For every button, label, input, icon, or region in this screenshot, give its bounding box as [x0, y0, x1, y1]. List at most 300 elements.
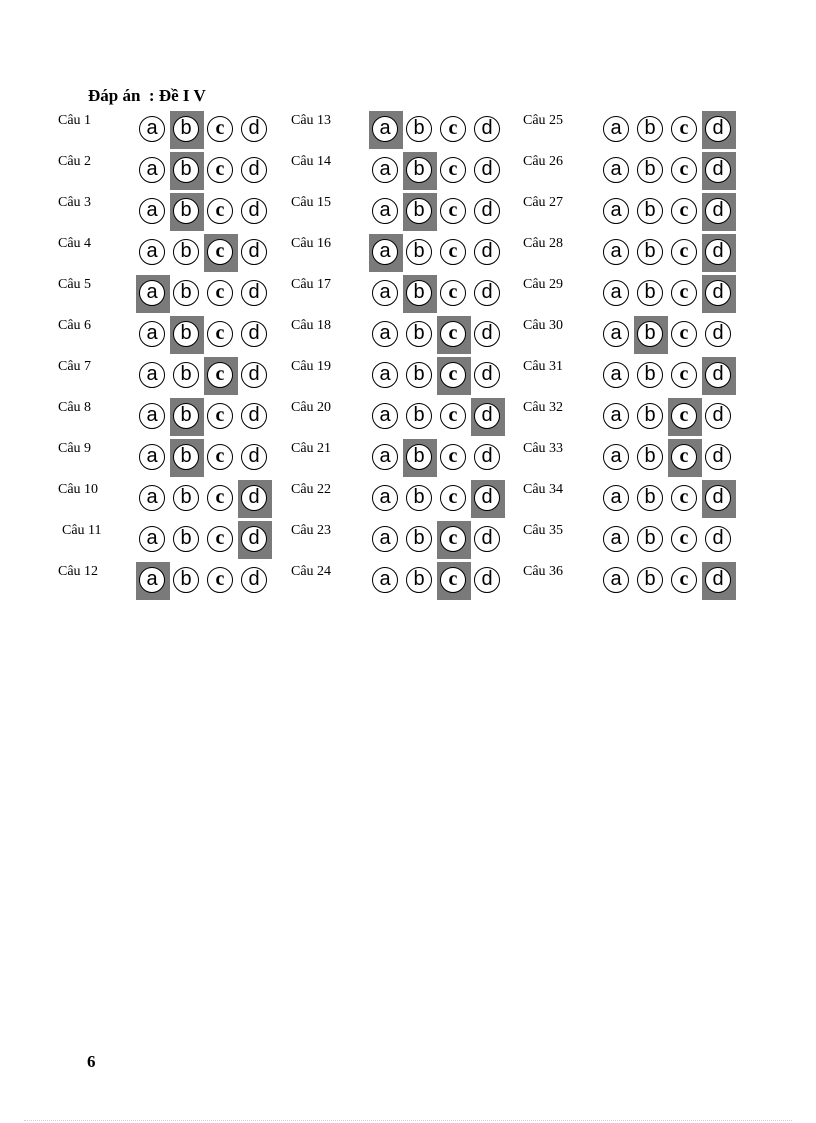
- choice-bubble-b: b: [406, 239, 432, 265]
- choice-bubble-a: a: [372, 239, 398, 265]
- choice-bubble-d: d: [241, 403, 267, 429]
- question-label: Câu 28: [523, 236, 564, 251]
- choice-bubble-b: b: [406, 444, 432, 470]
- selected-choice-cell: [170, 111, 204, 149]
- question-label: Câu 27: [523, 195, 564, 210]
- choice-cell: [471, 439, 505, 477]
- choice-bubble-c: c: [671, 116, 697, 142]
- choice-bubble-a: a: [603, 116, 629, 142]
- choice-cell: [437, 152, 471, 190]
- choice-bubble-c: c: [671, 567, 697, 593]
- choice-cell: [668, 357, 702, 395]
- question-label: Câu 2: [58, 154, 92, 169]
- choice-cell: [471, 357, 505, 395]
- choice-cell: [634, 111, 668, 149]
- choice-cell: [600, 398, 634, 436]
- choice-cell: [437, 398, 471, 436]
- choice-bubble-d: d: [474, 403, 500, 429]
- choice-cell: [437, 193, 471, 231]
- choice-bubble-a: a: [372, 567, 398, 593]
- choice-bubble-d: d: [705, 239, 731, 265]
- question-label: Câu 35: [523, 523, 564, 538]
- choice-bubble-b: b: [637, 239, 663, 265]
- selected-choice-cell: [471, 480, 505, 518]
- choice-bubble-c: c: [440, 157, 466, 183]
- choice-cell: [204, 480, 238, 518]
- question-label: Câu 26: [523, 154, 564, 169]
- choice-bubble-b: b: [637, 198, 663, 224]
- choice-bubble-c: c: [671, 526, 697, 552]
- choice-cell: [437, 234, 471, 272]
- choice-cell: [600, 521, 634, 559]
- choice-cell: [170, 275, 204, 313]
- choice-bubble-d: d: [241, 567, 267, 593]
- choice-cell: [600, 111, 634, 149]
- selected-choice-cell: [668, 398, 702, 436]
- choice-cell: [369, 562, 403, 600]
- choice-bubble-c: c: [671, 198, 697, 224]
- choice-cell: [600, 480, 634, 518]
- choice-cell: [136, 316, 170, 354]
- choice-cell: [136, 193, 170, 231]
- choice-bubble-c: c: [207, 444, 233, 470]
- question-label: Câu 20: [291, 400, 332, 415]
- choice-bubble-d: d: [241, 239, 267, 265]
- choice-bubble-a: a: [603, 239, 629, 265]
- selected-choice-cell: [471, 398, 505, 436]
- selected-choice-cell: [238, 521, 272, 559]
- question-label: Câu 24: [291, 564, 332, 579]
- choice-bubble-d: d: [474, 567, 500, 593]
- choice-bubble-c: c: [440, 362, 466, 388]
- choice-bubble-b: b: [173, 280, 199, 306]
- selected-choice-cell: [702, 152, 736, 190]
- choice-bubble-a: a: [603, 321, 629, 347]
- choice-cell: [238, 316, 272, 354]
- choice-cell: [403, 357, 437, 395]
- question-label: Câu 36: [523, 564, 564, 579]
- choice-bubble-b: b: [173, 567, 199, 593]
- choice-bubble-b: b: [637, 485, 663, 511]
- choice-bubble-a: a: [603, 280, 629, 306]
- selected-choice-cell: [170, 398, 204, 436]
- question-label: Câu 8: [58, 400, 92, 415]
- choice-cell: [668, 480, 702, 518]
- selected-choice-cell: [136, 275, 170, 313]
- question-label: Câu 18: [291, 318, 332, 333]
- selected-choice-cell: [170, 439, 204, 477]
- choice-bubble-a: a: [139, 444, 165, 470]
- choice-bubble-b: b: [406, 567, 432, 593]
- choice-cell: [634, 275, 668, 313]
- choice-cell: [238, 234, 272, 272]
- choice-bubble-a: a: [372, 403, 398, 429]
- selected-choice-cell: [403, 152, 437, 190]
- question-label: Câu 32: [523, 400, 564, 415]
- choice-bubble-a: a: [603, 198, 629, 224]
- question-label: Câu 10: [58, 482, 99, 497]
- choice-cell: [600, 357, 634, 395]
- choice-cell: [204, 562, 238, 600]
- choice-bubble-b: b: [406, 362, 432, 388]
- choice-bubble-c: c: [207, 485, 233, 511]
- question-label: Câu 4: [58, 236, 92, 251]
- choice-bubble-c: c: [207, 239, 233, 265]
- choice-bubble-c: c: [671, 444, 697, 470]
- choice-cell: [136, 398, 170, 436]
- choice-bubble-b: b: [406, 157, 432, 183]
- question-label: Câu 29: [523, 277, 564, 292]
- choice-cell: [471, 111, 505, 149]
- choice-bubble-d: d: [705, 198, 731, 224]
- choice-cell: [702, 439, 736, 477]
- choice-cell: [170, 521, 204, 559]
- choice-cell: [634, 234, 668, 272]
- choice-cell: [170, 357, 204, 395]
- choice-cell: [403, 234, 437, 272]
- choice-cell: [600, 234, 634, 272]
- choice-bubble-c: c: [207, 526, 233, 552]
- choice-bubble-c: c: [671, 485, 697, 511]
- question-label: Câu 13: [291, 113, 332, 128]
- choice-cell: [437, 111, 471, 149]
- selected-choice-cell: [634, 316, 668, 354]
- choice-bubble-c: c: [440, 485, 466, 511]
- question-label: Câu 15: [291, 195, 332, 210]
- choice-cell: [238, 111, 272, 149]
- choice-bubble-c: c: [671, 157, 697, 183]
- choice-bubble-a: a: [139, 116, 165, 142]
- choice-bubble-a: a: [603, 157, 629, 183]
- choice-bubble-c: c: [207, 157, 233, 183]
- choice-cell: [369, 316, 403, 354]
- choice-bubble-d: d: [705, 403, 731, 429]
- choice-cell: [204, 275, 238, 313]
- choice-bubble-a: a: [139, 198, 165, 224]
- selected-choice-cell: [668, 439, 702, 477]
- question-label: Câu 22: [291, 482, 332, 497]
- choice-cell: [238, 439, 272, 477]
- choice-bubble-a: a: [603, 362, 629, 388]
- choice-cell: [369, 193, 403, 231]
- choice-cell: [702, 316, 736, 354]
- choice-bubble-d: d: [241, 280, 267, 306]
- choice-cell: [471, 234, 505, 272]
- choice-bubble-c: c: [440, 280, 466, 306]
- choice-bubble-a: a: [139, 403, 165, 429]
- choice-bubble-a: a: [603, 403, 629, 429]
- choice-bubble-b: b: [406, 116, 432, 142]
- choice-bubble-b: b: [637, 321, 663, 347]
- choice-bubble-a: a: [603, 485, 629, 511]
- choice-cell: [170, 234, 204, 272]
- choice-cell: [668, 193, 702, 231]
- choice-cell: [369, 439, 403, 477]
- selected-choice-cell: [369, 234, 403, 272]
- choice-bubble-b: b: [173, 239, 199, 265]
- question-label: Câu 3: [58, 195, 92, 210]
- selected-choice-cell: [437, 357, 471, 395]
- choice-cell: [634, 357, 668, 395]
- choice-bubble-d: d: [705, 362, 731, 388]
- question-label: Câu 16: [291, 236, 332, 251]
- choice-bubble-b: b: [637, 526, 663, 552]
- choice-bubble-b: b: [637, 403, 663, 429]
- choice-cell: [204, 193, 238, 231]
- choice-bubble-a: a: [603, 444, 629, 470]
- choice-bubble-b: b: [173, 403, 199, 429]
- choice-bubble-a: a: [372, 444, 398, 470]
- choice-bubble-c: c: [671, 403, 697, 429]
- choice-bubble-a: a: [139, 485, 165, 511]
- choice-bubble-a: a: [139, 321, 165, 347]
- question-label: Câu 34: [523, 482, 564, 497]
- question-label: Câu 7: [58, 359, 92, 374]
- question-label: Câu 31: [523, 359, 564, 374]
- choice-cell: [136, 152, 170, 190]
- choice-bubble-d: d: [705, 567, 731, 593]
- choice-bubble-a: a: [139, 280, 165, 306]
- choice-bubble-b: b: [173, 526, 199, 552]
- selected-choice-cell: [170, 316, 204, 354]
- selected-choice-cell: [170, 193, 204, 231]
- choice-bubble-d: d: [241, 485, 267, 511]
- choice-bubble-a: a: [372, 116, 398, 142]
- choice-bubble-c: c: [207, 321, 233, 347]
- choice-cell: [600, 193, 634, 231]
- choice-bubble-d: d: [474, 526, 500, 552]
- selected-choice-cell: [437, 562, 471, 600]
- choice-bubble-a: a: [372, 526, 398, 552]
- choice-cell: [600, 562, 634, 600]
- choice-bubble-d: d: [705, 526, 731, 552]
- choice-bubble-b: b: [406, 485, 432, 511]
- choice-bubble-c: c: [440, 526, 466, 552]
- choice-bubble-b: b: [637, 567, 663, 593]
- choice-bubble-c: c: [207, 198, 233, 224]
- choice-bubble-c: c: [440, 116, 466, 142]
- choice-cell: [204, 398, 238, 436]
- choice-bubble-a: a: [603, 567, 629, 593]
- choice-cell: [471, 193, 505, 231]
- choice-bubble-d: d: [474, 157, 500, 183]
- choice-cell: [437, 480, 471, 518]
- choice-bubble-a: a: [139, 239, 165, 265]
- choice-cell: [369, 357, 403, 395]
- selected-choice-cell: [702, 562, 736, 600]
- choice-cell: [136, 480, 170, 518]
- selected-choice-cell: [403, 439, 437, 477]
- choice-bubble-b: b: [406, 403, 432, 429]
- question-label: Câu 14: [291, 154, 332, 169]
- choice-bubble-d: d: [241, 198, 267, 224]
- choice-bubble-d: d: [241, 321, 267, 347]
- choice-bubble-b: b: [173, 198, 199, 224]
- question-label: Câu 6: [58, 318, 92, 333]
- choice-cell: [136, 439, 170, 477]
- choice-bubble-d: d: [474, 280, 500, 306]
- question-label: Câu 11: [62, 523, 102, 538]
- question-label: Câu 33: [523, 441, 564, 456]
- choice-bubble-c: c: [671, 321, 697, 347]
- choice-cell: [403, 521, 437, 559]
- choice-bubble-b: b: [173, 362, 199, 388]
- choice-bubble-a: a: [372, 321, 398, 347]
- choice-bubble-c: c: [440, 321, 466, 347]
- choice-cell: [369, 521, 403, 559]
- choice-bubble-b: b: [637, 280, 663, 306]
- selected-choice-cell: [204, 357, 238, 395]
- choice-bubble-d: d: [474, 198, 500, 224]
- choice-cell: [634, 521, 668, 559]
- choice-cell: [634, 562, 668, 600]
- choice-bubble-c: c: [671, 280, 697, 306]
- choice-bubble-a: a: [372, 362, 398, 388]
- choice-cell: [136, 111, 170, 149]
- choice-bubble-b: b: [173, 157, 199, 183]
- choice-bubble-b: b: [637, 362, 663, 388]
- page-title: Đáp án : Đề I V: [88, 86, 206, 105]
- choice-bubble-c: c: [671, 239, 697, 265]
- choice-cell: [668, 152, 702, 190]
- selected-choice-cell: [204, 234, 238, 272]
- choice-cell: [634, 152, 668, 190]
- choice-cell: [471, 521, 505, 559]
- choice-cell: [204, 111, 238, 149]
- choice-cell: [600, 316, 634, 354]
- question-label: Câu 12: [58, 564, 99, 579]
- selected-choice-cell: [702, 357, 736, 395]
- choice-cell: [170, 562, 204, 600]
- choice-cell: [238, 275, 272, 313]
- choice-bubble-b: b: [173, 444, 199, 470]
- choice-bubble-d: d: [705, 280, 731, 306]
- choice-bubble-b: b: [406, 198, 432, 224]
- selected-choice-cell: [437, 316, 471, 354]
- choice-cell: [668, 234, 702, 272]
- choice-cell: [136, 521, 170, 559]
- page-number: 6: [87, 1052, 96, 1071]
- choice-bubble-a: a: [139, 526, 165, 552]
- choice-bubble-d: d: [705, 157, 731, 183]
- question-label: Câu 1: [58, 113, 92, 128]
- choice-cell: [369, 398, 403, 436]
- choice-bubble-a: a: [372, 198, 398, 224]
- selected-choice-cell: [702, 111, 736, 149]
- choice-bubble-d: d: [474, 321, 500, 347]
- choice-bubble-c: c: [207, 403, 233, 429]
- choice-bubble-b: b: [406, 526, 432, 552]
- choice-bubble-d: d: [474, 444, 500, 470]
- choice-cell: [369, 152, 403, 190]
- selected-choice-cell: [369, 111, 403, 149]
- choice-cell: [471, 275, 505, 313]
- selected-choice-cell: [403, 193, 437, 231]
- choice-bubble-a: a: [139, 567, 165, 593]
- selected-choice-cell: [702, 275, 736, 313]
- question-label: Câu 5: [58, 277, 92, 292]
- choice-bubble-d: d: [241, 526, 267, 552]
- choice-cell: [634, 398, 668, 436]
- choice-bubble-d: d: [241, 362, 267, 388]
- choice-bubble-d: d: [241, 444, 267, 470]
- choice-cell: [204, 152, 238, 190]
- choice-bubble-d: d: [705, 321, 731, 347]
- choice-bubble-d: d: [705, 116, 731, 142]
- choice-bubble-c: c: [207, 280, 233, 306]
- choice-cell: [238, 357, 272, 395]
- choice-cell: [702, 521, 736, 559]
- selected-choice-cell: [136, 562, 170, 600]
- choice-cell: [600, 152, 634, 190]
- choice-cell: [471, 562, 505, 600]
- choice-cell: [600, 275, 634, 313]
- selected-choice-cell: [403, 275, 437, 313]
- choice-cell: [634, 193, 668, 231]
- question-label: Câu 9: [58, 441, 92, 456]
- choice-bubble-c: c: [207, 116, 233, 142]
- choice-cell: [238, 562, 272, 600]
- choice-cell: [204, 521, 238, 559]
- choice-cell: [668, 275, 702, 313]
- choice-bubble-b: b: [637, 157, 663, 183]
- choice-bubble-d: d: [474, 239, 500, 265]
- choice-cell: [634, 439, 668, 477]
- choice-bubble-a: a: [372, 157, 398, 183]
- choice-bubble-b: b: [173, 485, 199, 511]
- choice-bubble-c: c: [440, 198, 466, 224]
- selected-choice-cell: [702, 234, 736, 272]
- choice-cell: [204, 439, 238, 477]
- choice-bubble-d: d: [241, 157, 267, 183]
- choice-bubble-a: a: [139, 157, 165, 183]
- choice-cell: [238, 152, 272, 190]
- question-label: Câu 23: [291, 523, 332, 538]
- choice-bubble-a: a: [603, 526, 629, 552]
- choice-bubble-c: c: [440, 567, 466, 593]
- choice-cell: [668, 111, 702, 149]
- question-label: Câu 25: [523, 113, 564, 128]
- choice-cell: [403, 111, 437, 149]
- choice-bubble-a: a: [372, 485, 398, 511]
- choice-cell: [403, 562, 437, 600]
- choice-bubble-a: a: [139, 362, 165, 388]
- selected-choice-cell: [437, 521, 471, 559]
- choice-cell: [668, 562, 702, 600]
- question-label: Câu 19: [291, 359, 332, 374]
- choice-bubble-d: d: [241, 116, 267, 142]
- selected-choice-cell: [702, 480, 736, 518]
- choice-cell: [471, 152, 505, 190]
- choice-bubble-d: d: [705, 485, 731, 511]
- choice-bubble-b: b: [637, 444, 663, 470]
- choice-cell: [702, 398, 736, 436]
- choice-bubble-b: b: [406, 280, 432, 306]
- choice-cell: [170, 480, 204, 518]
- choice-bubble-d: d: [474, 116, 500, 142]
- choice-cell: [471, 316, 505, 354]
- choice-cell: [668, 316, 702, 354]
- choice-cell: [437, 439, 471, 477]
- choice-cell: [403, 316, 437, 354]
- choice-cell: [600, 439, 634, 477]
- choice-bubble-b: b: [173, 321, 199, 347]
- question-label: Câu 17: [291, 277, 332, 292]
- choice-bubble-d: d: [474, 362, 500, 388]
- selected-choice-cell: [170, 152, 204, 190]
- question-label: Câu 21: [291, 441, 332, 456]
- choice-bubble-c: c: [440, 403, 466, 429]
